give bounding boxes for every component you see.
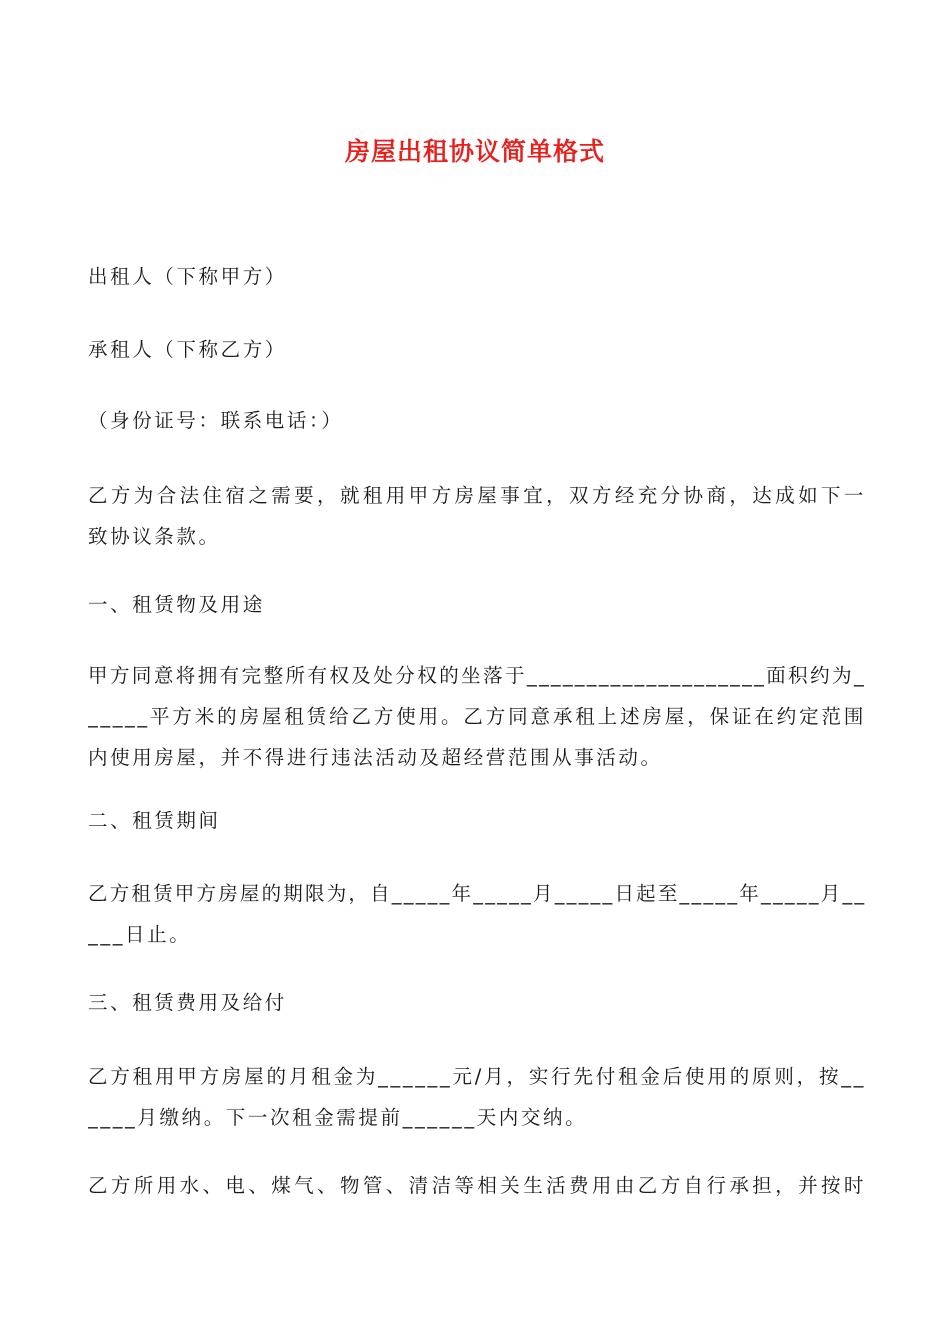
section-heading-1 <box>88 584 866 625</box>
paragraph-line: （身份证号：联系电话：） <box>88 409 344 432</box>
paragraph-line: 内使用房屋，并不得进行违法活动及超经营范围从事活动。 <box>88 746 663 769</box>
paragraph-line: 二、租赁期间 <box>88 809 221 832</box>
paragraph-lessee <box>88 329 866 370</box>
paragraph-line: 乙方为合法住宿之需要，就租用甲方房屋事宜，双方经充分协商，达成如下一 <box>88 484 866 507</box>
paragraph-line: 承租人（下称乙方） <box>88 338 287 361</box>
paragraph-line: 乙方租用甲方房屋的月租金为______元/月，实行先付租金后使用的原则，按__ <box>88 1065 866 1088</box>
section-heading-2 <box>88 800 866 841</box>
paragraph-line: 三、租赁费用及给付 <box>88 991 287 1014</box>
paragraph-line: 出租人（下称甲方） <box>88 265 287 288</box>
paragraph-intro <box>88 475 866 557</box>
paragraph-line: ___日止。 <box>88 923 192 946</box>
paragraph-line: 甲方同意将拥有完整所有权及处分权的坐落于____________________面积约为_ <box>88 664 866 687</box>
paragraph-lessor <box>88 256 866 297</box>
document-title: 房屋出租协议简单格式 <box>344 137 605 166</box>
paragraph-line: 致协议条款。 <box>88 525 221 548</box>
paragraph-line: 乙方租赁甲方房屋的期限为，自_____年_____月_____日起至_____年_____月__ <box>88 882 866 905</box>
paragraph-rent <box>88 1056 866 1138</box>
paragraph-period <box>88 873 866 955</box>
paragraph-line: 一、租赁物及用途 <box>88 593 265 616</box>
paragraph-property <box>88 655 866 778</box>
paragraph-utilities <box>88 1165 866 1206</box>
paragraph-line: _____平方米的房屋租赁给乙方使用。乙方同意承租上述房屋，保证在约定范围 <box>88 705 866 728</box>
paragraph-id-phone <box>88 400 866 441</box>
section-heading-3 <box>88 982 866 1023</box>
paragraph-line: ____月缴纳。下一次租金需提前______天内交纳。 <box>88 1106 588 1129</box>
paragraph-line: 乙方所用水、电、煤气、物管、清洁等相关生活费用由乙方自行承担，并按时 <box>88 1174 866 1197</box>
